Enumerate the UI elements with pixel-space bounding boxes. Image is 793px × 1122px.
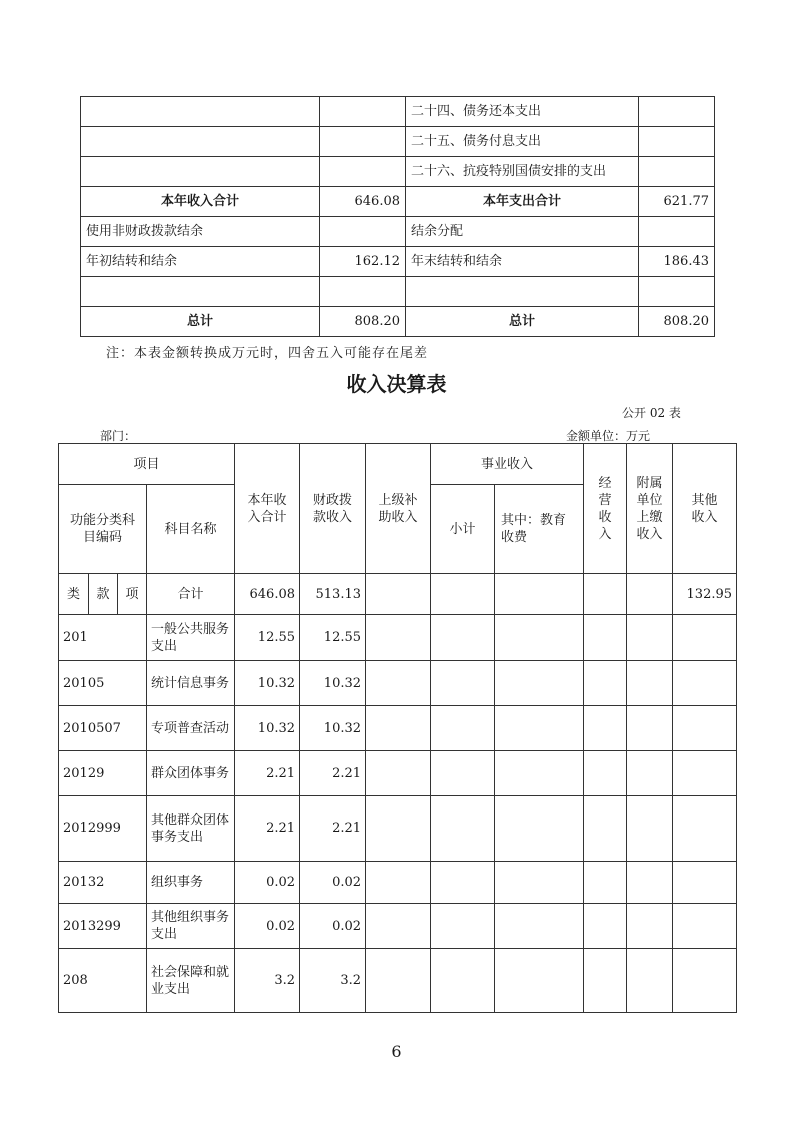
row-fiscal: 2.21 — [300, 751, 366, 796]
income-value — [320, 127, 406, 157]
empty-cell — [627, 949, 673, 1013]
empty-cell — [81, 277, 320, 307]
empty-cell — [673, 862, 737, 904]
empty-cell — [431, 862, 495, 904]
row-total: 12.55 — [235, 615, 300, 661]
rounding-note: 注：本表金额转换成万元时，四舍五入可能存在尾差 — [106, 346, 429, 361]
empty-cell — [495, 661, 584, 706]
sum-other: 132.95 — [673, 574, 737, 615]
sum-total: 646.08 — [235, 574, 300, 615]
sum-row — [59, 574, 737, 615]
empty-cell — [431, 904, 495, 949]
non-fiscal-label: 使用非财政拨款结余 — [81, 217, 320, 247]
row-total: 10.32 — [235, 661, 300, 706]
empty-cell — [673, 796, 737, 862]
empty-cell — [673, 904, 737, 949]
empty-cell — [431, 661, 495, 706]
empty-cell — [366, 904, 431, 949]
header-business: 事业收入 — [431, 444, 584, 485]
row-code: 208 — [59, 949, 147, 1013]
row-code: 20129 — [59, 751, 147, 796]
income-table — [58, 443, 737, 1013]
expense-value — [639, 97, 715, 127]
row-name: 其他群众团体事务支出 — [147, 796, 235, 862]
empty-cell — [320, 277, 406, 307]
row-name: 专项普查活动 — [147, 706, 235, 751]
row-code: 2010507 — [59, 706, 147, 751]
table-row-annual-total — [81, 187, 715, 217]
table-row — [59, 615, 737, 661]
empty-cell — [366, 796, 431, 862]
row-fiscal: 3.2 — [300, 949, 366, 1013]
empty-cell — [495, 751, 584, 796]
balance-table — [80, 96, 715, 337]
header-edu-fee: 其中：教育收费 — [495, 485, 584, 574]
empty-cell — [584, 615, 627, 661]
empty-cell — [366, 706, 431, 751]
empty-cell — [406, 277, 639, 307]
row-total: 3.2 — [235, 949, 300, 1013]
header-func-code: 功能分类科目编码 — [59, 485, 147, 574]
end-balance-label: 年末结转和结余 — [406, 247, 639, 277]
surplus-dist-value — [639, 217, 715, 247]
header-item: 项目 — [59, 444, 235, 485]
empty-cell — [584, 904, 627, 949]
table-row — [81, 157, 715, 187]
row-fiscal: 10.32 — [300, 661, 366, 706]
empty-cell — [673, 706, 737, 751]
expense-item: 二十四、债务还本支出 — [406, 97, 639, 127]
end-balance-value: 186.43 — [639, 247, 715, 277]
income-total-label: 本年收入合计 — [81, 187, 320, 217]
table-row — [81, 247, 715, 277]
surplus-dist-label: 结余分配 — [406, 217, 639, 247]
header-subtotal: 小计 — [431, 485, 495, 574]
empty-cell — [584, 862, 627, 904]
page-number: 6 — [391, 1042, 402, 1061]
row-name: 统计信息事务 — [147, 661, 235, 706]
begin-balance-label: 年初结转和结余 — [81, 247, 320, 277]
header-kuan: 款 — [89, 574, 118, 615]
page-title: 收入决算表 — [346, 372, 447, 396]
empty-cell — [673, 661, 737, 706]
empty-cell — [639, 277, 715, 307]
empty-cell — [584, 796, 627, 862]
expense-item: 二十六、抗疫特别国债安排的支出 — [406, 157, 639, 187]
sum-edu-fee — [495, 574, 584, 615]
empty-cell — [431, 615, 495, 661]
row-name: 其他组织事务支出 — [147, 904, 235, 949]
sum-affiliated — [627, 574, 673, 615]
income-value — [320, 97, 406, 127]
table-row — [81, 217, 715, 247]
empty-cell — [495, 615, 584, 661]
table-row — [81, 97, 715, 127]
grand-total-value-right: 808.20 — [639, 307, 715, 337]
empty-cell — [366, 862, 431, 904]
table-row — [59, 862, 737, 904]
empty-cell — [431, 949, 495, 1013]
header-operating: 经营收入 — [584, 444, 627, 574]
row-total: 10.32 — [235, 706, 300, 751]
grand-total-label-right: 总计 — [406, 307, 639, 337]
row-name: 一般公共服务支出 — [147, 615, 235, 661]
empty-cell — [627, 706, 673, 751]
empty-cell — [366, 751, 431, 796]
empty-cell — [673, 751, 737, 796]
sum-superior — [366, 574, 431, 615]
empty-cell — [627, 904, 673, 949]
header-affiliated: 附属单位上缴收入 — [627, 444, 673, 574]
department-label: 部门： — [100, 429, 137, 443]
empty-cell — [627, 661, 673, 706]
sum-operating — [584, 574, 627, 615]
row-total: 2.21 — [235, 796, 300, 862]
header-fiscal: 财政拨款收入 — [300, 444, 366, 574]
row-code: 201 — [59, 615, 147, 661]
row-total: 0.02 — [235, 904, 300, 949]
empty-cell — [627, 862, 673, 904]
header-superior: 上级补助收入 — [366, 444, 431, 574]
empty-cell — [495, 949, 584, 1013]
empty-cell — [495, 796, 584, 862]
empty-cell — [584, 949, 627, 1013]
row-name: 群众团体事务 — [147, 751, 235, 796]
empty-cell — [627, 615, 673, 661]
table-row — [59, 796, 737, 862]
empty-cell — [584, 661, 627, 706]
income-value — [320, 157, 406, 187]
empty-cell — [627, 796, 673, 862]
row-fiscal: 10.32 — [300, 706, 366, 751]
unit-label: 金额单位：万元 — [566, 429, 651, 443]
empty-cell — [431, 796, 495, 862]
row-code: 20132 — [59, 862, 147, 904]
empty-cell — [431, 706, 495, 751]
expense-total-value: 621.77 — [639, 187, 715, 217]
row-total: 2.21 — [235, 751, 300, 796]
expense-value — [639, 127, 715, 157]
table-row — [59, 949, 737, 1013]
empty-cell — [366, 949, 431, 1013]
expense-value — [639, 157, 715, 187]
income-item — [81, 127, 320, 157]
empty-cell — [495, 706, 584, 751]
empty-cell — [673, 949, 737, 1013]
table-row — [59, 661, 737, 706]
empty-cell — [431, 751, 495, 796]
row-total: 0.02 — [235, 862, 300, 904]
header-xiang: 项 — [118, 574, 147, 615]
table-row — [59, 751, 737, 796]
header-total-income: 本年收入合计 — [235, 444, 300, 574]
income-total-value: 646.08 — [320, 187, 406, 217]
header-lei: 类 — [59, 574, 89, 615]
empty-cell — [627, 751, 673, 796]
begin-balance-value: 162.12 — [320, 247, 406, 277]
empty-cell — [366, 661, 431, 706]
empty-cell — [584, 706, 627, 751]
table-row — [59, 904, 737, 949]
income-item — [81, 157, 320, 187]
row-code: 2012999 — [59, 796, 147, 862]
empty-cell — [495, 904, 584, 949]
header-subject-name: 科目名称 — [147, 485, 235, 574]
row-fiscal: 12.55 — [300, 615, 366, 661]
income-item — [81, 97, 320, 127]
empty-cell — [495, 862, 584, 904]
table-row-grand-total — [81, 307, 715, 337]
grand-total-value-left: 808.20 — [320, 307, 406, 337]
empty-cell — [584, 751, 627, 796]
table-row — [81, 127, 715, 157]
empty-cell — [673, 615, 737, 661]
table-row — [59, 706, 737, 751]
row-code: 20105 — [59, 661, 147, 706]
grand-total-label-left: 总计 — [81, 307, 320, 337]
sum-fiscal: 513.13 — [300, 574, 366, 615]
header-other: 其他收入 — [673, 444, 737, 574]
row-name: 社会保障和就业支出 — [147, 949, 235, 1013]
row-fiscal: 0.02 — [300, 862, 366, 904]
expense-total-label: 本年支出合计 — [406, 187, 639, 217]
row-name: 组织事务 — [147, 862, 235, 904]
row-code: 2013299 — [59, 904, 147, 949]
sum-subtotal — [431, 574, 495, 615]
empty-cell — [366, 615, 431, 661]
sum-label: 合计 — [147, 574, 235, 615]
table-row-empty — [81, 277, 715, 307]
expense-item: 二十五、债务付息支出 — [406, 127, 639, 157]
row-fiscal: 2.21 — [300, 796, 366, 862]
row-fiscal: 0.02 — [300, 904, 366, 949]
non-fiscal-value — [320, 217, 406, 247]
table-number: 公开 02 表 — [622, 406, 681, 420]
header-row — [59, 444, 737, 485]
